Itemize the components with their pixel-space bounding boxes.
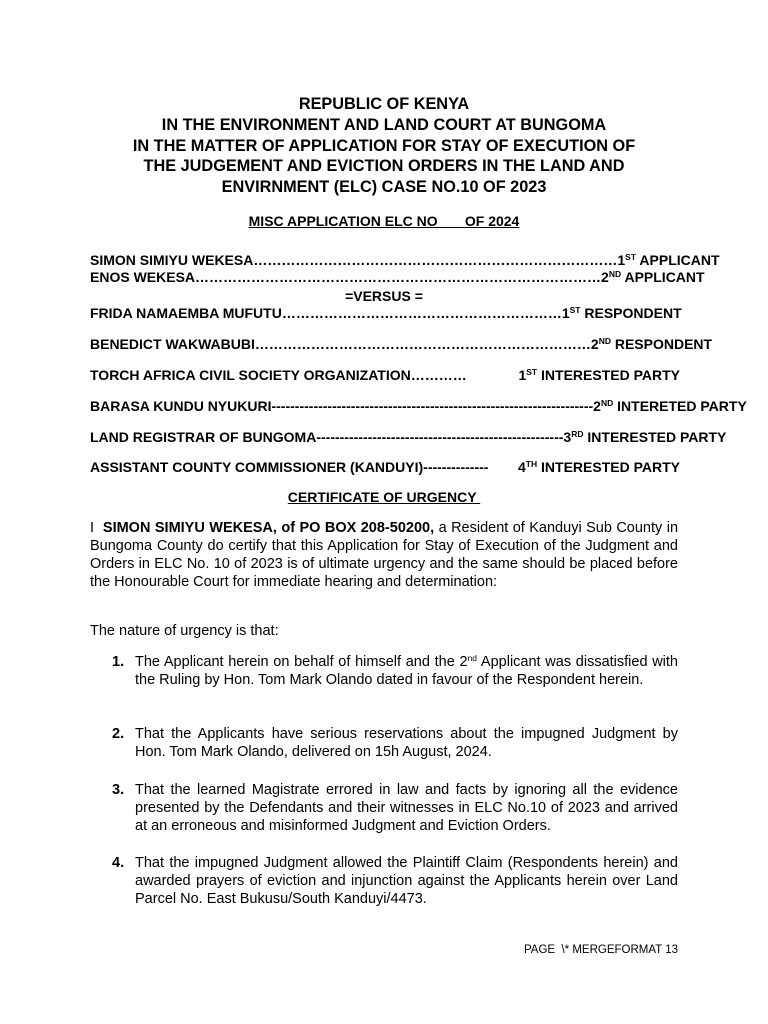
party-line <box>90 366 680 384</box>
certificate-title: CERTIFICATE OF URGENCY <box>287 489 481 505</box>
party-role: RESPONDENT <box>580 305 682 321</box>
party-line <box>90 458 680 476</box>
party-line <box>90 304 680 322</box>
ground-item <box>112 725 678 761</box>
party-line <box>90 428 727 446</box>
party-ordinal: 1 <box>518 367 527 383</box>
ground-number: 3. <box>112 782 125 798</box>
certification-text: a Resident of Kanduyi Sub County in Bungoma County do certify that this Application for Stay of Execution of the Judgment and Orders in ELC No. 10 of 2023 is of ultimate urgency and the same should be placed before the Honourable Court for immediate hearing and determination: <box>90 520 679 590</box>
ground-text: That the learned Magistrate errored in law and facts by ignoring all the evidence presented by the Defendants and their witnesses in ELC No.10 of 2023 and arrived at an erroneous and misinformed Judgment and Eviction Orders. <box>135 782 678 834</box>
party-name: SIMON SIMIYU WEKESA <box>90 252 254 268</box>
party-name: BARASA KUNDU NYUKURI <box>90 398 272 414</box>
page-footer-field: PAGE \* MERGEFORMAT 13 <box>523 944 678 956</box>
heading-line: REPUBLIC OF KENYA <box>298 95 470 113</box>
party-name: TORCH AFRICA CIVIL SOCIETY ORGANIZATION <box>90 367 411 383</box>
party-ordinal: 4 <box>517 459 526 475</box>
party-ordinal: 1 <box>561 305 570 321</box>
heading-line: IN THE ENVIRONMENT AND LAND COURT AT BUNGOMA <box>161 115 607 134</box>
ground-item <box>112 653 678 689</box>
party-ordinal-suffix: ST <box>526 367 538 377</box>
heading-line: THE JUDGEMENT AND EVICTION ORDERS IN THE LAND AND <box>143 157 625 176</box>
certification-paragraph <box>90 519 678 591</box>
ground-number: 2. <box>112 726 125 742</box>
party-name: ASSISTANT COUNTY COMMISSIONER (KANDUYI) <box>90 459 424 475</box>
party-role: INTERESTED PARTY <box>537 459 680 475</box>
party-ordinal: 2 <box>590 336 599 352</box>
party-line <box>90 397 747 415</box>
ground-item <box>112 781 678 835</box>
party-leader: …………………………………………………………………………… <box>195 269 602 285</box>
party-ordinal-suffix: TH <box>525 459 538 469</box>
ground-text: The Applicant herein on behalf of himself and the 2 <box>135 654 468 670</box>
party-ordinal-suffix: RD <box>571 429 584 439</box>
party-role: APPLICANT <box>636 252 720 268</box>
party-line <box>90 251 720 269</box>
party-line <box>90 335 713 353</box>
party-ordinal-suffix: ND <box>598 336 611 346</box>
ground-number: 4. <box>112 855 125 871</box>
party-role: INTERESTED PARTY <box>537 367 680 383</box>
certification-prefix: I <box>90 520 103 536</box>
certifier-identity: SIMON SIMIYU WEKESA, of PO BOX 208-50200, <box>102 520 435 536</box>
ground-text: That the Applicants have serious reservations about the impugned Judgment by Hon. Tom Mark Olando, delivered on 15h August, 2024. <box>135 726 678 760</box>
ground-sup: nd <box>467 653 478 663</box>
party-ordinal-suffix: ST <box>625 252 637 262</box>
party-role: APPLICANT <box>621 269 705 285</box>
party-line <box>90 268 705 286</box>
party-leader: -------------- <box>423 459 489 475</box>
party-leader: ……………………………………………………………… <box>254 336 591 352</box>
urgency-intro: The nature of urgency is that: <box>90 623 279 639</box>
party-leader: --------------------------------------------------------------------- <box>271 398 594 414</box>
party-leader: ………… <box>410 367 467 383</box>
ground-number: 1. <box>112 654 125 670</box>
heading-line: ENVIRNMENT (ELC) CASE NO.10 OF 2023 <box>221 178 547 197</box>
heading-line: IN THE MATTER OF APPLICATION FOR STAY OF EXECUTION OF <box>132 136 636 155</box>
party-role: INTERESTED PARTY <box>583 429 727 445</box>
party-role: RESPONDENT <box>610 336 713 352</box>
court-heading <box>90 94 678 198</box>
party-leader: ----------------------------------------------------- <box>316 429 564 445</box>
ground-text-cont: Applicant was dissatisfied with the Ruling by Hon. Tom Mark Olando dated in favour of the Respondent herein. <box>135 654 678 688</box>
party-ordinal-suffix: ST <box>569 305 581 315</box>
party-role: INTERETED PARTY <box>613 398 747 414</box>
party-ordinal: 2 <box>593 398 601 414</box>
versus-label: =VERSUS = <box>345 288 423 304</box>
ground-item <box>112 854 678 908</box>
ground-text: That the impugned Judgment allowed the Plaintiff Claim (Respondents herein) and awarded prayers of eviction and injunction against the Applicants herein over Land Parcel No. East Bukusu/South Kanduyi/4473. <box>135 855 678 907</box>
party-name: FRIDA NAMAEMBA MUFUTU <box>90 305 282 321</box>
party-name: BENEDICT WAKWABUBI <box>90 336 255 352</box>
party-ordinal: 1 <box>617 252 626 268</box>
party-ordinal: 3 <box>563 429 572 445</box>
misc-application-number: MISC APPLICATION ELC NO OF 2024 <box>248 213 520 229</box>
party-ordinal-suffix: ND <box>608 269 622 279</box>
party-ordinal: 2 <box>601 269 609 285</box>
party-ordinal-suffix: ND <box>600 398 614 408</box>
party-leader: …………………………………………………… <box>281 305 562 321</box>
party-name: LAND REGISTRAR OF BUNGOMA <box>90 429 317 445</box>
party-name: ENOS WEKESA <box>90 269 196 285</box>
party-leader: …………………………………………………………………… <box>253 252 618 268</box>
